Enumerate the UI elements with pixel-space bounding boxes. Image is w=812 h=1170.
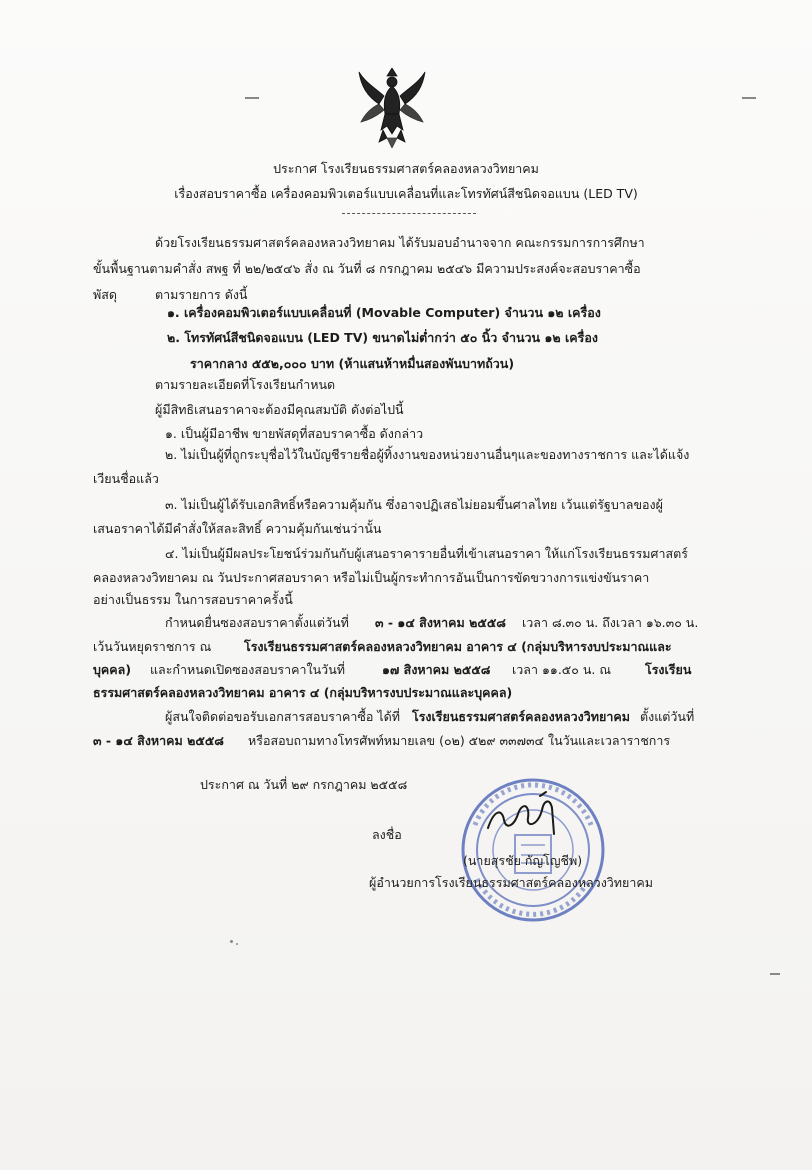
submission-line-4: ธรรมศาสตร์คลองหลวงวิทยาคม อาคาร ๔ (กลุ่มบริหารงบประมาณและบุคคล) [93, 685, 513, 700]
intro-line-2: ขั้นพื้นฐานตามคำสั่ง สพฐ ที่ ๒๒/๒๕๔๖ สั่ง ณ วันที่ ๘ กรกฎาคม ๒๕๔๖ มีความประสงค์จะสอบราคาซื้อ [93, 261, 641, 276]
intro-line-3b: ตามรายการ ดังนี้ [155, 287, 248, 302]
item-1: ๑. เครื่องคอมพิวเตอร์แบบเคลื่อนที่ (Movable Computer) จำนวน ๑๒ เครื่อง [167, 305, 601, 320]
announcement-subject: เรื่องสอบราคาซื้อ เครื่องคอมพิวเตอร์แบบเคลื่อนที่และโทรทัศน์สีชนิดจอแบน (LED TV) [174, 186, 638, 201]
submission-dates: ๓ - ๑๔ สิงหาคม ๒๕๕๘ [375, 615, 506, 630]
qualification-3-line-2: เสนอราคาได้มีคำสั่งให้สละสิทธิ์ ความคุ้มกันเช่นว่านั้น [93, 521, 382, 536]
contact-line-1c: ตั้งแต่วันที่ [640, 709, 695, 724]
handwritten-signature-icon [480, 790, 580, 840]
contact-line-1b: โรงเรียนธรรมศาสตร์คลองหลวงวิทยาคม [412, 709, 630, 724]
qualification-2-line-2: เวียนชื่อแล้ว [93, 471, 159, 486]
signer-position: ผู้อำนวยการโรงเรียนธรรมศาสตร์คลองหลวงวิทยาคม [369, 875, 653, 890]
qualifications-heading: ผู้มีสิทธิเสนอราคาจะต้องมีคุณสมบัติ ดังต่อไปนี้ [155, 402, 404, 417]
garuda-emblem-icon [357, 68, 427, 148]
announce-date: ประกาศ ณ วันที่ ๒๙ กรกฎาคม ๒๕๕๘ [200, 777, 408, 792]
qualification-4-line-3: อย่างเป็นธรรม ในการสอบราคาครั้งนี้ [93, 592, 293, 607]
scan-mark [742, 97, 756, 99]
opening-time: เวลา ๑๑.๕๐ น. ณ [512, 662, 611, 677]
submission-line-3a: บุคคล) [93, 662, 132, 677]
intro-line-3a: พัสดุ [93, 287, 117, 302]
qualification-1: ๑. เป็นผู้มีอาชีพ ขายพัสดุที่สอบราคาซื้อ ดังกล่าว [165, 426, 424, 441]
signer-name: (นายสุรชัย กัญโญชีพ) [463, 853, 583, 868]
median-price: ราคากลาง ๕๕๒,๐๐๐ บาท (ห้าแสนห้าหมื่นสองพันบาทถ้วน) [190, 356, 515, 371]
contact-phone-line: หรือสอบถามทางโทรศัพท์หมายเลข (๐๒) ๕๒๙ ๓๓๗๓๔ ในวันและเวลาราชการ [248, 733, 671, 748]
scan-dot [236, 943, 238, 945]
scan-mark [770, 973, 780, 975]
opening-date: ๑๗ สิงหาคม ๒๕๕๘ [382, 662, 491, 677]
qualification-4-line-2: คลองหลวงวิทยาคม ณ วันประกาศสอบราคา หรือไม่เป็นผู้กระทำการอันเป็นการขัดขวางการแข่งขันราคา [93, 570, 650, 585]
contact-line-1a: ผู้สนใจติดต่อขอรับเอกสารสอบราคาซื้อ ได้ที่ [165, 709, 400, 724]
submission-line-2a: เว้นวันหยุดราชการ ณ [93, 639, 212, 654]
submission-line-3e: โรงเรียน [645, 662, 692, 677]
item-2: ๒. โทรทัศน์สีชนิดจอแบน (LED TV) ขนาดไม่ต่ำกว่า ๕๐ นิ้ว จำนวน ๑๒ เครื่อง [167, 330, 598, 345]
scan-mark [245, 97, 259, 99]
submission-line-2b: โรงเรียนธรรมศาสตร์คลองหลวงวิทยาคม อาคาร ๔ (กลุ่มบริหารงบประมาณและ [244, 639, 672, 654]
intro-line-1: ด้วยโรงเรียนธรรมศาสตร์คลองหลวงวิทยาคม ได้รับมอบอำนาจจาก คณะกรรมการการศึกษา [155, 235, 645, 250]
contact-dates: ๓ - ๑๔ สิงหาคม ๒๕๕๘ [93, 733, 224, 748]
qualification-4-line-1: ๔. ไม่เป็นผู้มีผลประโยชน์ร่วมกันกับผู้เสนอราคารายอื่นที่เข้าเสนอราคา ให้แก่โรงเรียนธรรมศาสตร์ [165, 546, 688, 561]
submission-line-3b: และกำหนดเปิดซองสอบราคาในวันที่ [150, 662, 345, 677]
sign-label: ลงชื่อ [372, 827, 402, 842]
announcement-title: ประกาศ โรงเรียนธรรมศาสตร์คลองหลวงวิทยาคม [273, 161, 539, 176]
scan-dot [230, 940, 233, 943]
submission-line-1a: กำหนดยื่นซองสอบราคาตั้งแต่วันที่ [165, 615, 349, 630]
submission-time: เวลา ๘.๓๐ น. ถึงเวลา ๑๖.๓๐ น. [522, 615, 699, 630]
details-line: ตามรายละเอียดที่โรงเรียนกำหนด [155, 377, 336, 392]
qualification-3-line-1: ๓. ไม่เป็นผู้ได้รับเอกสิทธิ์หรือความคุ้มกัน ซึ่งอาจปฏิเสธไม่ยอมขึ้นศาลไทย เว้นแต่รัฐบาลของผู้ [165, 497, 663, 512]
qualification-2-line-1: ๒. ไม่เป็นผู้ที่ถูกระบุชื่อไว้ในบัญชีรายชื่อผู้ทิ้งงานของหน่วยงานอื่นๆและของทางราชการ และได้แจ้ง [165, 447, 690, 462]
title-divider [342, 213, 476, 214]
